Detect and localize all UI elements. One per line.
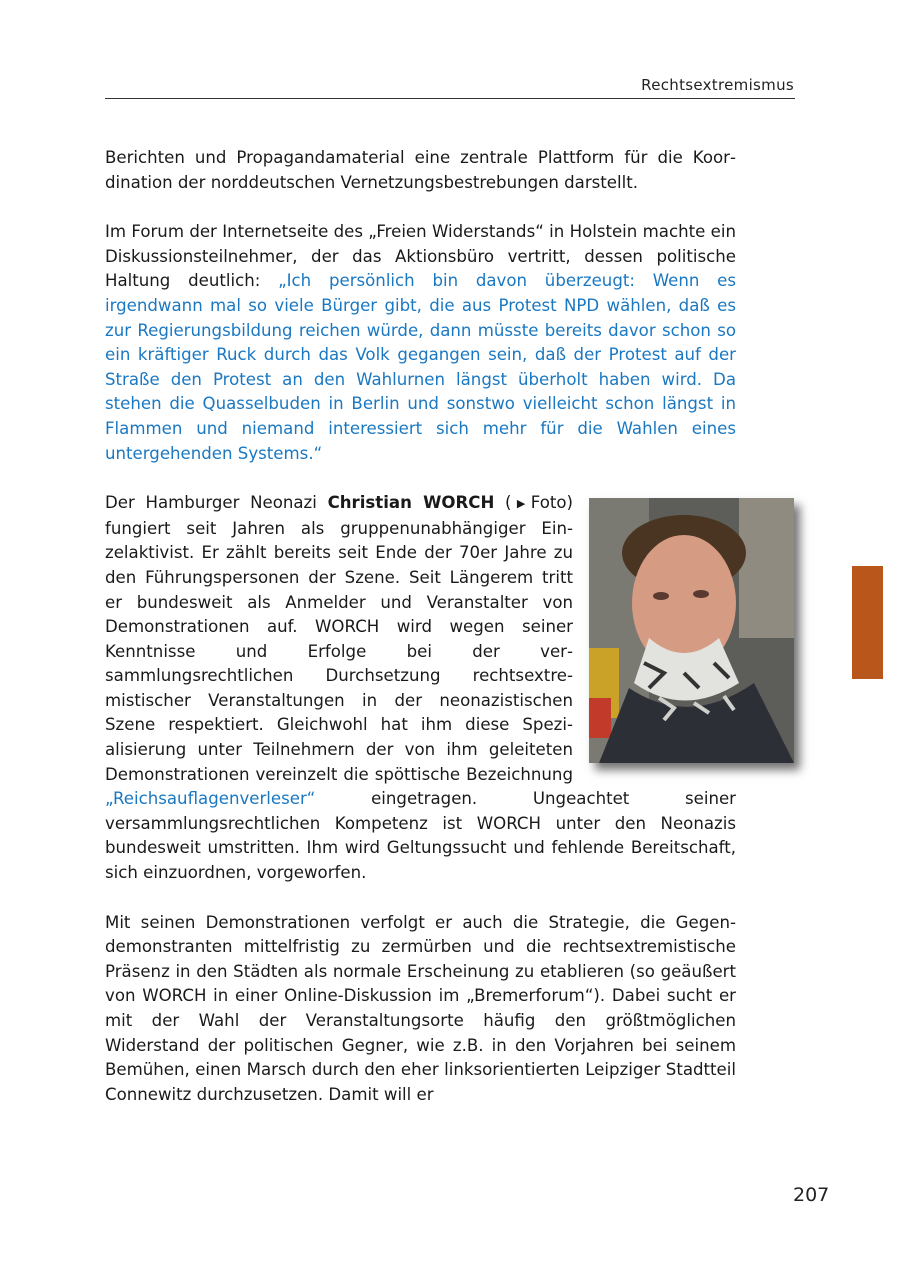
header-rule (105, 98, 795, 99)
paragraph-3-body: fungiert seit Jahren als gruppenunabhängiger Einzelaktivist. Er zählt bereits seit Ende der 70er Jahre zu den Führungspersonen der Szene. Seit Längerem tritt er bundesweit als Anmelder und Veranstalter von Demonstrationen auf. WORCH wird wegen seiner Kenntnisse und Erfolge bei der versammlungsrechtlichen Durchsetzung rechtsextremistischer Veranstaltungen in der neonazistischen Szene respektiert. Gleichwohl hat ihm diese Spezialisierung unter Teilnehmern der von ihm geleiteten Demonstrationen vereinzelt die spöttische Bezeichnung (105, 518, 573, 784)
person-name: Christian WORCH (327, 493, 495, 513)
portrait-photo-image (589, 498, 794, 763)
nickname-quote: „Reichsauflagenverleser“ (105, 789, 316, 809)
body-text (105, 146, 736, 1132)
forum-quote: „Ich persönlich bin davon überzeugt: Wenn es irgendwann mal so viele Bürger gibt, die aus Protest NPD wählen, daß es zur Regierungsbildung reichen würde, dann müsste bereits davor schon so ein kräftiger Ruck durch das Volk gegangen sein, daß der Protest auf der Straße den Protest an den Wahlurnen längst überholt haben wird. Da stehen die Quasselbuden in Berlin und sonstwo vielleicht schon längst in Flammen und niemand interessiert sich mehr für die Wahlen eines untergehenden Systems.“ (105, 271, 736, 463)
photo-reference-arrow-icon: ▶ (511, 497, 531, 511)
chapter-thumb-tab (852, 566, 883, 679)
paragraph-3-intro: Der Hamburger Neonazi (105, 493, 328, 513)
paragraph-3-end: eingetragen. Ungeachtet seiner versammlungsrechtlichen Kompetenz ist WORCH unter den Neonazis bundesweit umstritten. Ihm wird Geltungssucht und fehlende Bereitschaft, sich einzuordnen, vorgeworfen. (105, 789, 736, 883)
paragraph-2-intro: Im Forum der Internetseite des „Freien Widerstands“ in Holstein machte ein Diskussionsteilnehmer, der das Aktionsbüro vertritt, dessen politische Haltung deutlich: (105, 222, 736, 291)
page-number: 207 (793, 1184, 830, 1206)
running-head: Rechtsextremismus (641, 76, 794, 94)
paren-open: ( (494, 493, 512, 513)
portrait-photo (589, 498, 794, 763)
paragraph-4: Mit seinen Demonstrationen verfolgt er auch die Strategie, die Gegendemonstranten mittelfristig zu zermürben und die rechtsextremistische Präsenz in den Städten als normale Erscheinung zu etablieren (so geäußert von WORCH in einer Online-Diskussion im „Bremerforum“). Dabei sucht er mit der Wahl der Veranstaltungsorte häufig den größtmöglichen Widerstand der politischen Gegner, wie z.B. in den Vorjahren bei seinem Bemühen, einen Marsch durch den eher linksorientierten Leipziger Stadtteil Connewitz durchzusetzen. Damit will er (105, 912, 736, 1104)
paragraph-3 (105, 491, 736, 886)
paragraph-1: Berichten und Propagandamaterial eine zentrale Plattform für die Koordination der norddeutschen Vernetzungsbestrebungen darstellt. (105, 148, 736, 192)
paragraph-2 (105, 220, 736, 466)
photo-reference-label: Foto) (530, 493, 574, 513)
